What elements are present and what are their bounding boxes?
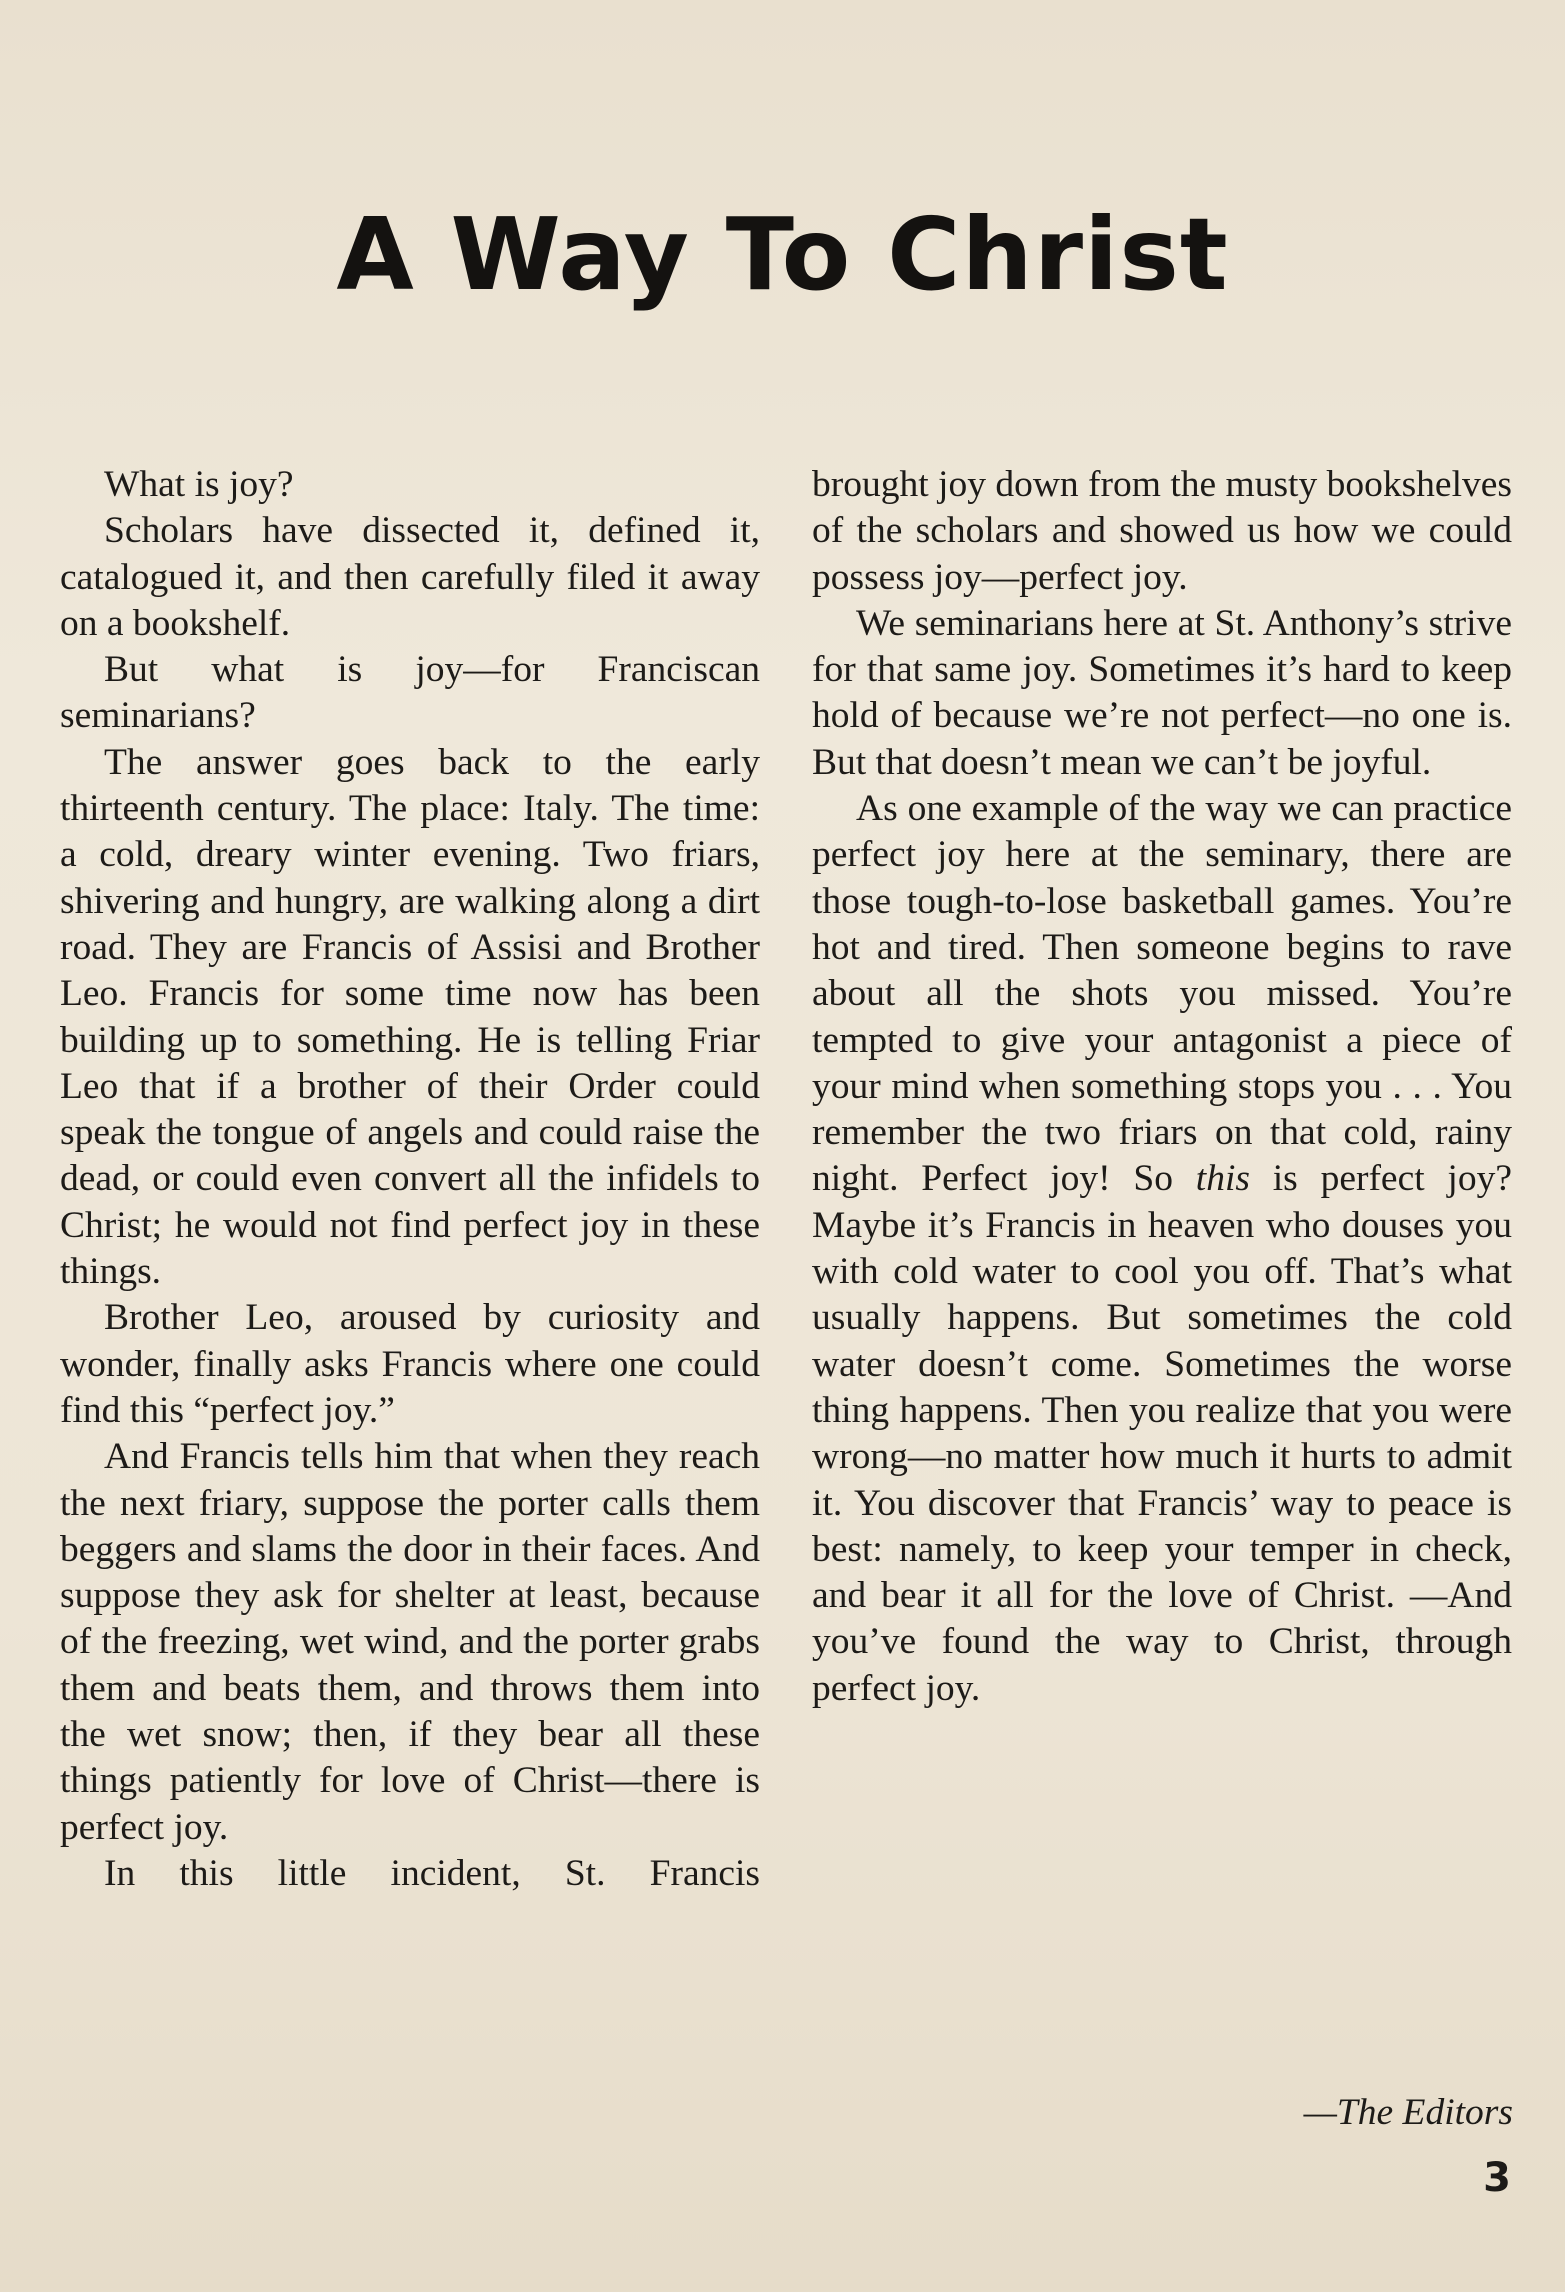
paragraph: The answer goes back to the early thirteenth century. The place: Italy. The time: a cold, dreary winter evening. Two friars, shivering and hungry, are walking along a dirt road. They are Francis of Assisi and Brother Leo. Francis for some time now has been building up to something. He is telling Friar Leo that if a brother of their Order could speak the tongue of angels and could raise the dead, or could even convert all the infidels to Christ; he would not find perfect joy in these things.: [60, 741, 760, 1293]
paragraph: Scholars have dissected it, defined it, catalogued it, and then carefully filed it away on a bookshelf.: [60, 510, 760, 644]
paragraph: We seminarians here at St. Anthony’s strive for that same joy. Sometimes it’s hard to keep hold of because we’re not perfect—no one is. But that doesn’t mean we can’t be joyful.: [812, 602, 1512, 783]
author-signature: —The Editors: [1303, 2092, 1513, 2133]
article-title: A Way To Christ: [336, 196, 1229, 313]
paragraph: What is joy?: [104, 464, 294, 505]
paragraph-continued: brought joy down from the musty bookshelves of the scholars and showed us how we could possess joy—perfect joy.: [812, 464, 1512, 598]
paragraph: In this little incident, St. Francis: [104, 1852, 760, 1894]
right-column: [812, 462, 1512, 1712]
paragraph: And Francis tells him that when they reach the next friary, suppose the porter calls them beggers and slams the door in their faces. And suppose they ask for shelter at least, because of the freezing, wet wind, and the porter grabs them and beats them, and throws them into the wet snow; then, if they bear all these things patiently for love of Christ—there is perfect joy.: [60, 1436, 760, 1848]
left-column: [60, 462, 760, 1897]
page-number: 3: [1483, 2155, 1511, 2201]
paragraph: Brother Leo, aroused by curiosity and wonder, finally asks Francis where one could find this “perfect joy.”: [60, 1297, 760, 1431]
paragraph: But what is joy—for Franciscan seminarians?: [60, 649, 760, 737]
paragraph: As one example of the way we can practice perfect joy here at the seminary, there are those tough-to-lose basketball games. You’re hot and tired. Then someone begins to rave about all the shots you missed. You’re tempted to give your antagonist a piece of your mind when something stops you . . . You remember the two friars on that cold, rainy night. Perfect joy! So this is perfect joy? Maybe it’s Francis in heaven who douses you with cold water to cool you off. That’s what usually happens. But sometimes the cold water doesn’t come. Sometimes the worse thing happens. Then you realize that you were wrong—no matter how much it hurts to admit it. You discover that Francis’ way to peace is best: namely, to keep your temper in check, and bear it all for the love of Christ. —And you’ve found the way to Christ, through perfect joy.: [812, 788, 1512, 1709]
